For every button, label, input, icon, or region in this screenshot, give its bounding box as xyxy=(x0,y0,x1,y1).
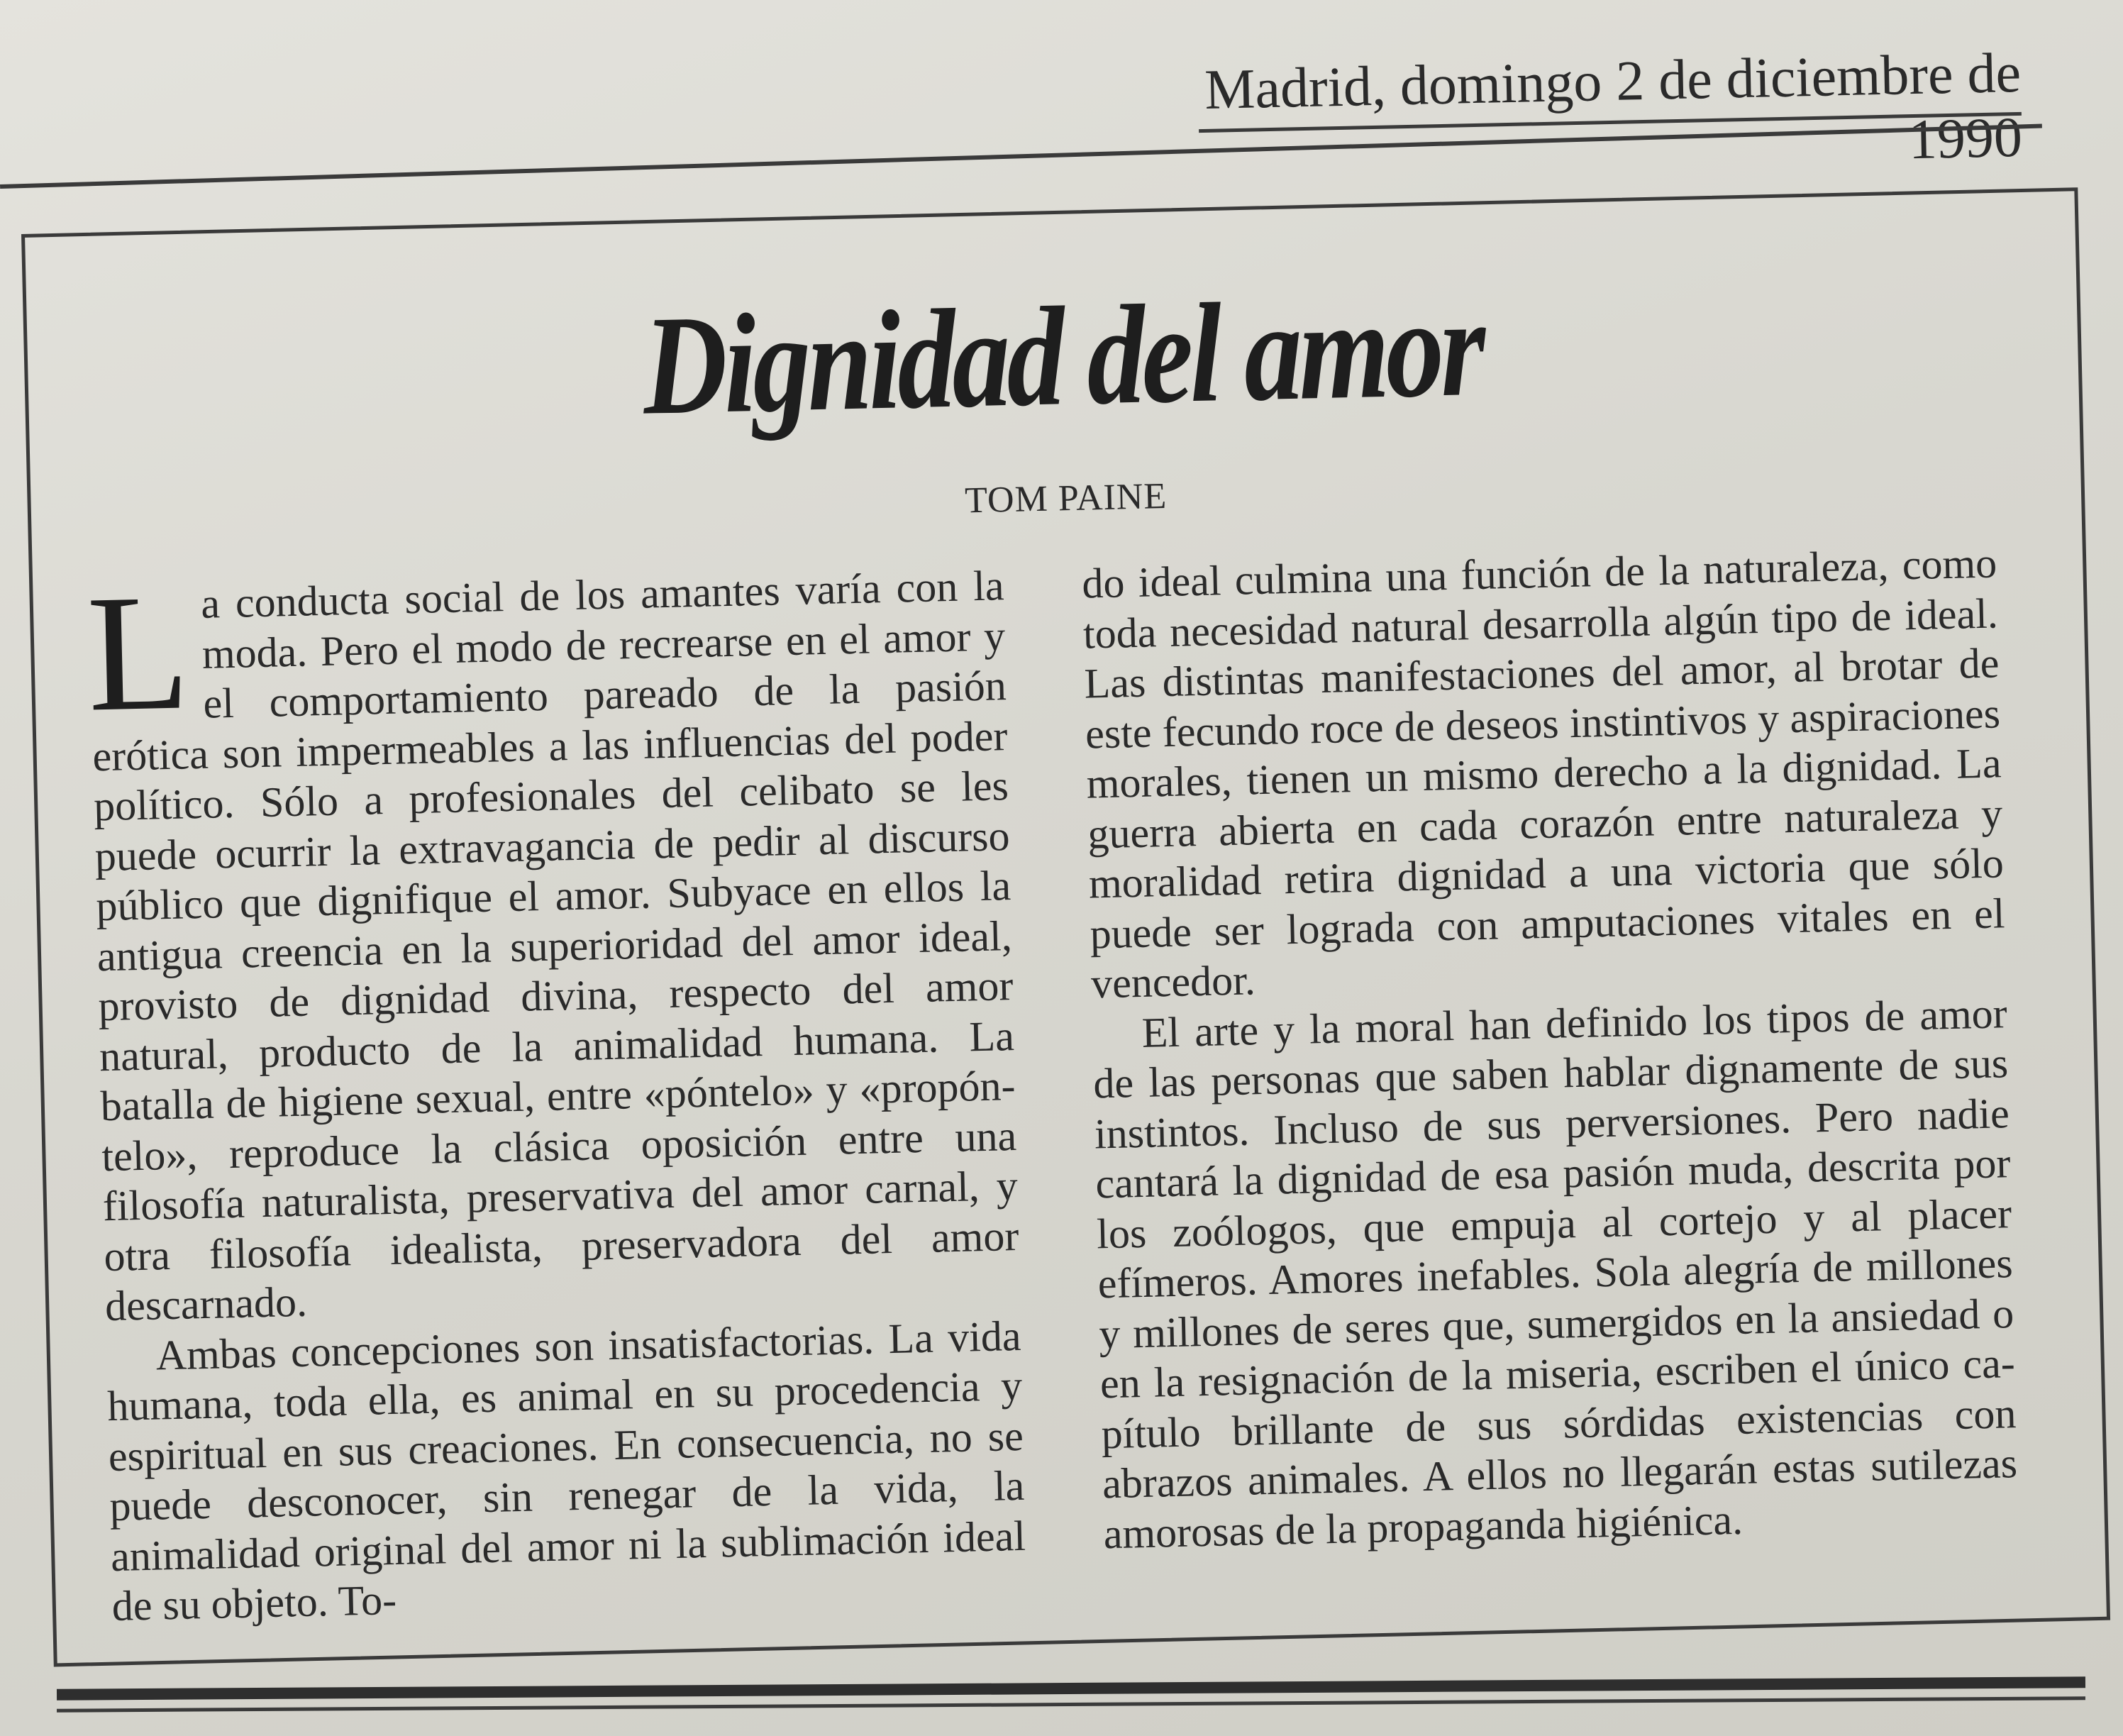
article-paragraph-2-continued: do ideal culmina una función de la naturaleza, como toda necesidad natural desarrolla algún tipo de ideal. Las distintas manifestaciones del amor, al brotar de este fecundo roce de deseos instintivos y aspiraciones morales, tienen un mismo derecho a la dignidad. La guerra abierta en cada corazón entre naturaleza y moralidad retira dignidad a una victoria que sólo puede ser lograda con amputaciones vitales en el vencedor. xyxy=(1081,539,2006,1007)
bottom-rule-thin xyxy=(57,1696,2085,1712)
article-column-right xyxy=(1082,538,2019,1559)
article xyxy=(67,224,2084,1645)
article-paragraph-2: Ambas concepciones son insatisfactorias. La vida humana, toda ella, es animal en su procedencia y espiritual en sus creaciones. En consecuencia, no se puede desconocer, sin renegar de la vida, la animalidad original del amor ni la sublimación ideal de su objeto. To- xyxy=(106,1312,1026,1630)
article-paragraph-3: El arte y la moral han definido los tipos de amor de las personas que saben hablar dignamente de sus instintos. Incluso de sus perversiones. Pero nadie cantará la dignidad de esa pasión muda, descrita por los zoólogos, que empuja al cortejo y al placer efímeros. Amores inefables. Sola alegría de millones y millones de seres que, sumergidos en la ansiedad o en la resignación de la miseria, escriben el único capítulo brillante de sus sórdidas existencias con abrazos animales. A ellos no llegarán estas sutilezas amorosas de la propaganda higiénica. xyxy=(1092,989,2018,1557)
paragraph-1-text: a conducta social de los amantes varía con la moda. Pero el modo de recrearse en el amor y el comportamiento pareado de la pasión erótica son impermeables a las influencias del poder político. Sólo a profesionales del celibato se les puede ocurrir la extravagancia de pedir al discurso público que dignifique el amor. Subyace en ellos la antigua creencia en la superioridad del amor ideal, provisto de dignidad divina, respecto del amor natural, producto de la animalidad humana. La batalla de higiene sexual, entre «póntelo» y «propóntelo», reproduce la clásica oposición entre una filosofía naturalista, preservativa del amor carnal, y otra filosofía idealista, preservadora del amor descarnado. xyxy=(92,562,1019,1330)
article-title: Dignidad del amor xyxy=(641,268,1484,445)
article-byline: TOM PAINE xyxy=(964,475,1168,521)
bottom-rule-thick xyxy=(57,1676,2085,1700)
dateline: Madrid, domingo 2 de diciembre de 1990 xyxy=(1204,41,2023,172)
drop-cap: L xyxy=(85,559,192,746)
article-paragraph-1 xyxy=(85,559,1021,1331)
article-column-left xyxy=(85,559,1027,1631)
